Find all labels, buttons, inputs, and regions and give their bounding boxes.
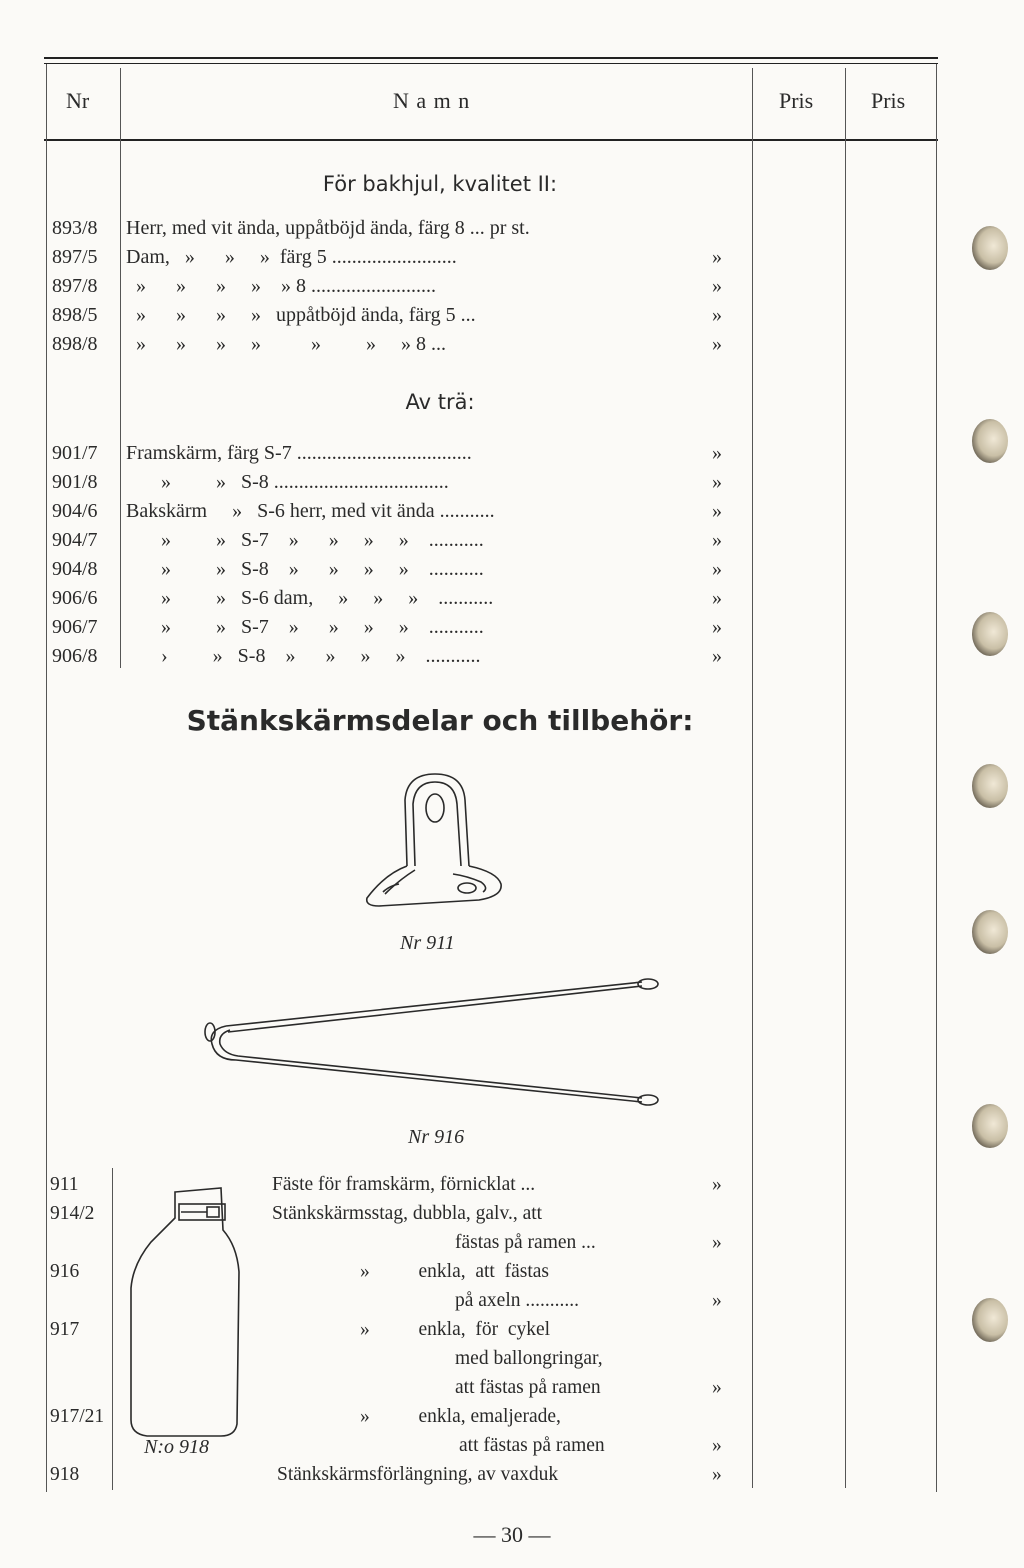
item-mark: » <box>712 246 722 268</box>
item-name: » » S-6 dam, » » » ........... <box>126 587 494 609</box>
header-rule <box>44 139 938 141</box>
top-rule <box>44 57 938 59</box>
desc-line: » enkla, att fästas <box>360 1261 549 1282</box>
item-name: » » S-8 » » » » ........... <box>126 558 484 580</box>
item-mark: » <box>712 1377 722 1398</box>
item-nr-917: 917 <box>50 1319 80 1340</box>
item-nr: 906/8 <box>52 645 98 667</box>
header-nr: Nr <box>66 88 90 113</box>
binder-hole <box>972 910 1008 954</box>
item-name: » » S-7 » » » » ........... <box>126 616 484 638</box>
header-namn: N a m n <box>393 88 471 113</box>
caption-nr-911: Nr 911 <box>400 932 455 954</box>
item-name: Framskärm, färg S-7 ................................... <box>126 442 472 464</box>
item-nr: 901/8 <box>52 471 98 493</box>
item-name: Herr, med vit ända, uppåtböjd ända, färg 8 ... pr st. <box>126 217 530 239</box>
desc-line: att fästas på ramen <box>459 1435 605 1456</box>
desc-line: » enkla, för cykel <box>360 1319 551 1340</box>
item-name: » » S-8 ................................... <box>126 471 449 493</box>
item-mark: » <box>712 275 722 297</box>
item-nr: 893/8 <box>52 217 98 239</box>
desc-line: med ballongringar, <box>455 1348 603 1369</box>
section-title-tillbehor: Stänkskärmsdelar och tillbehör: <box>186 704 694 737</box>
item-nr-918: 918 <box>50 1464 80 1485</box>
item-nr: 904/7 <box>52 529 98 551</box>
col-line-nr-lower <box>112 1168 113 1490</box>
mudflap-918-illustration <box>125 1180 255 1442</box>
item-nr-917-21: 917/21 <box>50 1406 105 1427</box>
item-nr: 906/6 <box>52 587 98 609</box>
col-line-left <box>46 64 47 1492</box>
item-nr: 904/6 <box>52 500 98 522</box>
item-mark: » <box>712 1435 722 1456</box>
item-name: › » S-8 » » » » ........... <box>126 645 481 667</box>
header-pris-1: Pris <box>779 88 814 113</box>
item-nr: 901/7 <box>52 442 98 464</box>
col-line-right <box>936 64 937 1492</box>
binder-hole <box>972 1104 1008 1148</box>
item-mark: » <box>712 616 722 638</box>
item-mark: » <box>712 558 722 580</box>
binder-hole <box>972 612 1008 656</box>
item-mark: » <box>712 1290 722 1311</box>
item-mark: » <box>712 1232 722 1253</box>
header-pris-2: Pris <box>871 88 906 113</box>
binder-hole <box>972 764 1008 808</box>
top-rule-thin <box>44 63 938 64</box>
caption-no-918: N:o 918 <box>144 1436 209 1458</box>
item-mark: » <box>712 587 722 609</box>
item-name: » » » » uppåtböjd ända, färg 5 ... <box>126 304 476 326</box>
section-title-bakhjul: För bakhjul, kvalitet II: <box>322 172 558 196</box>
item-nr-916: 916 <box>50 1261 80 1282</box>
desc-line: Stänkskärmsförlängning, av vaxduk <box>277 1464 559 1485</box>
bracket-911-illustration <box>355 770 515 915</box>
item-mark: » <box>712 500 722 522</box>
item-mark: » <box>712 471 722 493</box>
binder-hole <box>972 226 1008 270</box>
caption-nr-916: Nr 916 <box>408 1126 465 1148</box>
item-name: » » » » » 8 ......................... <box>126 275 436 297</box>
item-nr-914-2: 914/2 <box>50 1203 95 1224</box>
item-mark: » <box>712 442 722 464</box>
item-mark: » <box>712 1174 722 1195</box>
stay-916-illustration <box>196 968 666 1118</box>
item-nr: 898/8 <box>52 333 98 355</box>
item-name: » » S-7 » » » » ........... <box>126 529 484 551</box>
item-nr: 897/8 <box>52 275 98 297</box>
item-mark: » <box>712 1464 722 1485</box>
desc-line: att fästas på ramen <box>455 1377 601 1398</box>
item-mark: » <box>712 529 722 551</box>
section-title-av-tra: Av trä: <box>405 390 475 414</box>
page-number: — 30 — <box>473 1522 551 1547</box>
item-mark: » <box>712 645 722 667</box>
item-nr: 906/7 <box>52 616 98 638</box>
desc-line: fästas på ramen ... <box>455 1232 596 1253</box>
item-name: » » » » » » » 8 ... <box>126 333 446 355</box>
col-line-pris2 <box>845 68 846 1488</box>
item-nr: 897/5 <box>52 246 98 268</box>
item-mark: » <box>712 304 722 326</box>
item-name: Dam, » » » färg 5 ......................... <box>126 246 457 268</box>
col-line-nr <box>120 68 121 668</box>
item-mark: » <box>712 333 722 355</box>
binder-hole <box>972 419 1008 463</box>
item-name: Bakskärm » S-6 herr, med vit ända ........... <box>126 500 495 522</box>
desc-line: Stänkskärmsstag, dubbla, galv., att <box>272 1203 543 1224</box>
col-line-pris1 <box>752 68 753 1488</box>
desc-line: » enkla, emaljerade, <box>360 1406 561 1427</box>
binder-hole <box>972 1298 1008 1342</box>
item-nr: 904/8 <box>52 558 98 580</box>
desc-line: Fäste för framskärm, förnicklat ... <box>272 1174 536 1195</box>
desc-line: på axeln ........... <box>455 1290 580 1311</box>
item-nr: 898/5 <box>52 304 98 326</box>
item-nr-911: 911 <box>50 1174 79 1195</box>
